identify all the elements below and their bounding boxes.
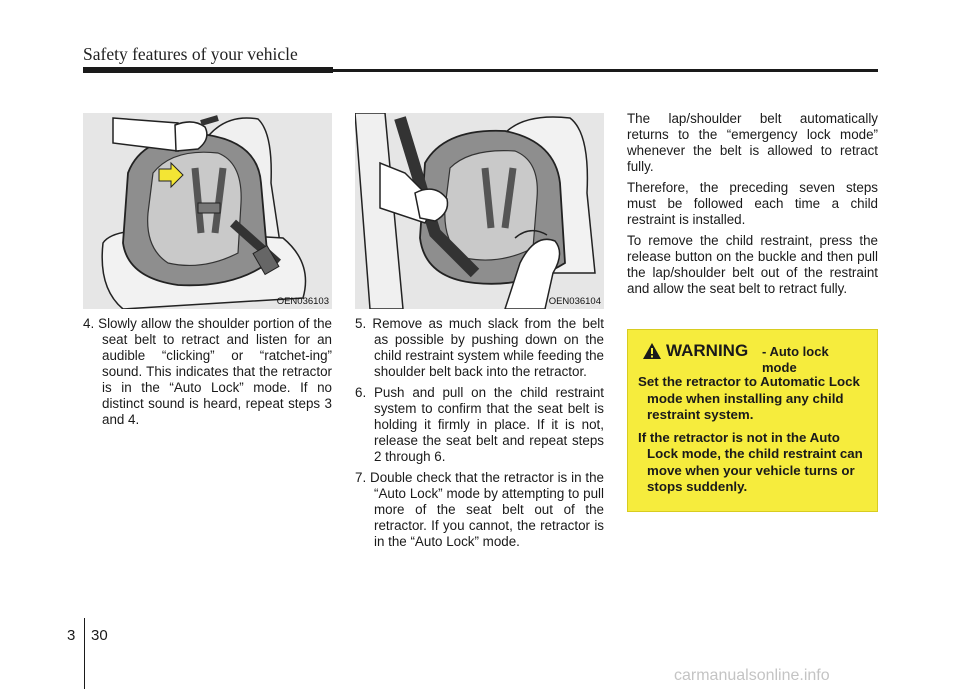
instruction-step-5: 5. Remove as much slack from the belt as possible by pushing down on the child restraint system while feeding the shoulder belt back into the retractor. bbox=[355, 316, 604, 379]
column-1 bbox=[83, 316, 332, 433]
paragraph-remove-restraint: To remove the child restraint, press the release button on the buckle and then pull the lap/shoulder belt out of the restraint and allow the seat belt to retract fully. bbox=[627, 233, 878, 296]
warning-text-2: If the retractor is not in the Auto Lock mode, the child restraint can move when your vehicle turns or stops suddenly. bbox=[638, 429, 863, 494]
chapter-number: 3 bbox=[67, 627, 76, 644]
column-2 bbox=[355, 316, 604, 555]
paragraph-auto-return: The lap/shoulder belt automatically returns to the “emergency lock mode” whenever the belt is allowed to retract fully. bbox=[627, 111, 878, 174]
header-rule-accent bbox=[83, 67, 333, 73]
watermark: carmanualsonline.info bbox=[674, 667, 830, 684]
warning-box bbox=[627, 329, 878, 512]
page-header-title: Safety features of your vehicle bbox=[83, 44, 298, 64]
warning-text-1: Set the retractor to Automatic Lock mode when installing any child restraint system. bbox=[638, 374, 860, 422]
child-seat-illustration-2 bbox=[355, 113, 604, 309]
instruction-step-4: 4. Slowly allow the shoulder portion of the seat belt to retract and listen for an audible “clicking” or “ratchet-ing” sound. This indicates that the retractor is in the “Auto Lock” mode. If no distinct sound is heard, repeat steps 3 and 4. bbox=[83, 316, 332, 427]
instruction-step-6: 6. Push and pull on the child restraint system to confirm that the seat belt is holding it firmly in place. If it is not, release the seat belt and repeat steps 2 through 6. bbox=[355, 385, 604, 464]
warning-triangle-icon bbox=[642, 342, 662, 365]
paragraph-repeat-steps: Therefore, the preceding seven steps must be followed each time a child restraint is installed. bbox=[627, 180, 878, 227]
footer-rule bbox=[84, 618, 85, 689]
child-seat-illustration-1 bbox=[83, 113, 332, 309]
column-3 bbox=[627, 111, 878, 302]
warning-topic: - Auto lock mode bbox=[762, 344, 829, 375]
page-number: 30 bbox=[91, 627, 108, 644]
figure-code: OEN036103 bbox=[276, 296, 329, 307]
figure-shoulder-belt-retract bbox=[83, 113, 332, 309]
instruction-step-7: 7. Double check that the retractor is in the “Auto Lock” mode by attempting to pull more of the seat belt out of the retractor. If you cannot, the retractor is in the “Auto Lock” mode. bbox=[355, 470, 604, 549]
figure-code: OEN036104 bbox=[548, 296, 601, 307]
warning-word: WARNING bbox=[666, 341, 749, 360]
warning-header bbox=[638, 340, 869, 374]
figure-push-down-restraint bbox=[355, 113, 604, 309]
